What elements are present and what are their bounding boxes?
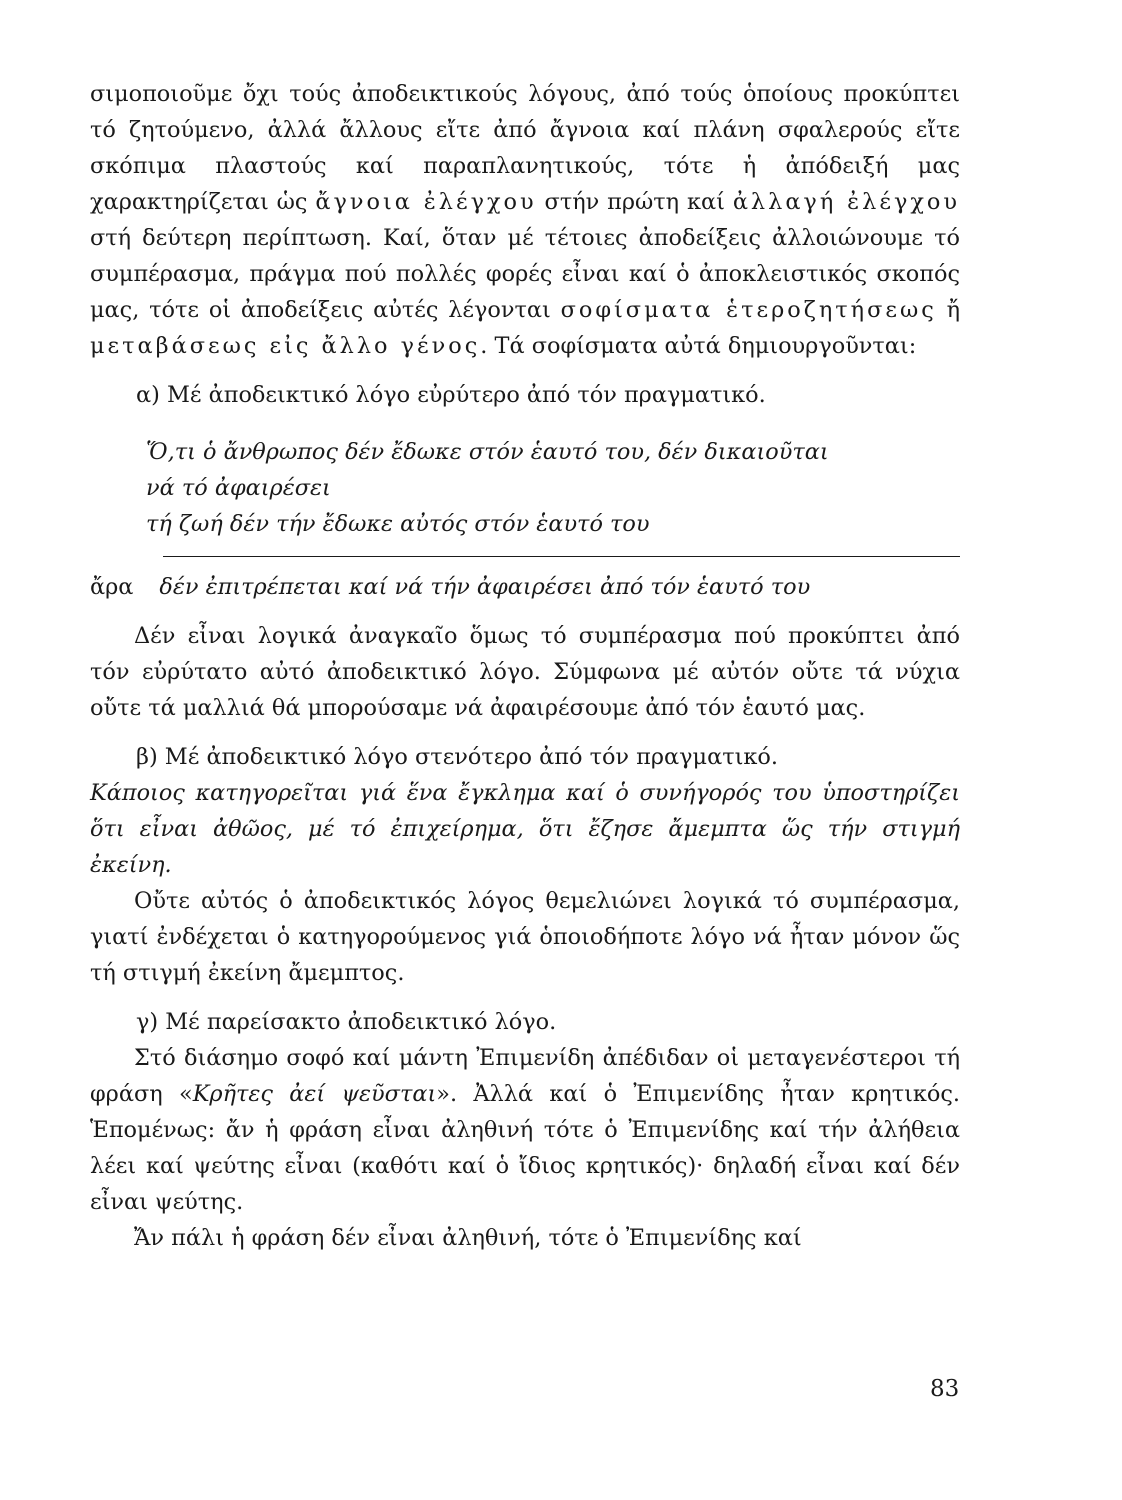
text: ». Ἀλλά καί ὁ Ἐπιμενίδης ἦταν κρητικός. Ἑπομένως: ἄν ἡ φράση εἶναι ἀληθινή τότε ὁ Ἐπιμενίδης καί τήν ἀλήθεια λέει καί ψεύτης εἶναι (καθότι καί ὁ ἴδιος κρητικός)· δηλαδή εἶναι καί δέν εἶναι ψεύτης. [90, 1081, 960, 1215]
text: Στό διάσημο σοφό καί μάντη Ἐπιμενίδη ἀπέδιδαν οἱ μεταγενέστεροι τή φράση « [90, 1045, 960, 1107]
conclusion [90, 569, 960, 605]
case-b-example: Κάποιος κατηγορεῖται γιά ἕνα ἔγκλημα καί ὁ συνήγορός του ὑποστηρίζει ὅτι εἶναι ἀθῶος, μέ τό ἐπιχείρημα, ὅτι ἔζησε ἄμεμπτα ὥς τήν στιγμή ἐκείνη. [90, 780, 960, 878]
spaced-term: ἄγνοια ἐλέγχου [315, 189, 537, 215]
conclusion-label: ἄρα [90, 574, 134, 600]
case-b-comment: Οὔτε αὐτός ὁ ἀποδεικτικός λόγος θεμελιώνει λογικά τό συμπέρασμα, γιατί ἐνδέχεται ὁ κατηγορούμενος γιά ὁποιοδήποτε λόγο νά ἦταν μόνον ὥς τή στιγμή ἐκείνη ἄμεμπτος. [90, 888, 960, 986]
case-a-comment: Δέν εἶναι λογικά ἀναγκαῖο ὅμως τό συμπέρασμα πού προκύπτει ἀπό τόν εὐρύτατο αὐτό ἀποδεικτικό λόγο. Σύμφωνα μέ αὐτόν οὔτε τά νύχια οὔτε τά μαλλιά θά μπορούσαμε νά ἀφαιρέσουμε ἀπό τόν ἑαυτό μας. [90, 623, 960, 721]
text: στή δεύτερη περίπτωση. Καί, ὅταν μέ τέτοιες ἀποδείξεις ἀλλοιώνουμε τό συμπέρασμα, πράγμα πού πολλές φορές εἶναι καί ὁ ἀποκλειστικός σκοπός μας, τότε οἱ ἀποδείξεις αὐτές λέγονται [90, 225, 960, 323]
case-c-heading: γ) Μέ παρείσακτο ἀποδεικτικό λόγο. [136, 1009, 557, 1035]
spaced-term: μεταβάσεως εἰς ἄλλο γένος [90, 333, 481, 359]
syllogism [146, 434, 960, 542]
case-c-last: Ἄν πάλι ἡ φράση δέν εἶναι ἀληθινή, τότε ὁ Ἐπιμενίδης καί [134, 1225, 802, 1251]
page-body [90, 76, 960, 1256]
premise-2: τή ζωή δέν τήν ἔδωκε αὐτός στόν ἑαυτό του [146, 511, 650, 537]
page-number: 83 [930, 1376, 960, 1402]
quote: Κρῆτες ἀεί ψεῦσται [192, 1081, 437, 1107]
paragraph-intro [90, 76, 960, 364]
premise-1-continued: νά τό ἀφαιρέσει [146, 475, 331, 501]
case-a-heading: α) Μέ ἀποδεικτικό λόγο εὐρύτερο ἀπό τόν πραγματικό. [136, 382, 766, 408]
text: στήν πρώτη καί [536, 189, 733, 215]
case-c-text [90, 1040, 960, 1220]
syllogism-rule [163, 556, 960, 557]
spaced-term: ἀλλαγή ἐλέγχου [732, 189, 960, 215]
text: σιμοποιοῦμε ὄχι τούς ἀποδεικτικούς λόγους, ἀπό τούς ὁποίους προκύπτει τό ζητούμενο, ἀλλά ἄλλους εἴτε ἀπό ἄγνοια καί πλάνη σφαλερούς εἴτε σκόπιμα πλαστούς καί παραπλανητικούς, τότε ἡ ἀπόδειξή μας χαρακτηρίζεται ὡς [90, 81, 960, 215]
case-b-heading: β) Μέ ἀποδεικτικό λόγο στενότερο ἀπό τόν πραγματικό. [136, 744, 778, 770]
text: ἤ [936, 297, 960, 323]
text: . Τά σοφίσματα αὐτά δημιουργοῦνται: [480, 333, 917, 359]
spaced-term: σοφίσματα ἑτεροζητήσεως [560, 297, 937, 323]
conclusion-text: δέν ἐπιτρέπεται καί νά τήν ἀφαιρέσει ἀπό τόν ἑαυτό του [159, 574, 811, 600]
premise-1: Ὅ,τι ὁ ἄνθρωπος δέν ἔδωκε στόν ἑαυτό του, δέν δικαιοῦται [146, 439, 829, 465]
